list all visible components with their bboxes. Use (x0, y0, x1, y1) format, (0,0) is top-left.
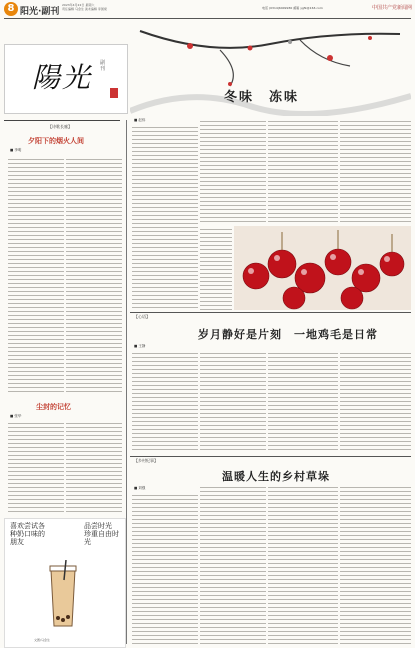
article-body-text (66, 420, 122, 514)
header-editors: 责任编辑 马金生 美术编辑 李国梁 (62, 7, 107, 11)
article-body-text (340, 350, 411, 450)
ad-right-text: 品尝时光 珍重自由时光 (84, 522, 119, 546)
section-rule (130, 456, 411, 457)
section-label: 【诗歌长廊】 (48, 124, 72, 129)
article-body-text (200, 484, 266, 644)
article-byline: ■ 李明 (10, 148, 22, 152)
article-body-text (66, 156, 122, 394)
red-seal-stamp (110, 88, 118, 98)
article-title: 岁月静好是片刻 一地鸡毛是日常 (198, 328, 378, 341)
section-label: 【乡村纪事】 (134, 458, 158, 463)
article-byline: ■ 王静 (134, 344, 146, 348)
article-body-text (132, 350, 198, 450)
page-name: 阳光·副刊 (20, 7, 60, 17)
article-body-text (132, 492, 198, 644)
banner-title: 冬味 冻味 (224, 90, 300, 105)
article-byline: ■ 刘强 (134, 486, 146, 490)
article-byline: ■ 张华 (10, 414, 22, 418)
article-title: 尘封的记忆 (36, 403, 71, 411)
header-date: 2023年4月22日 星期六 (62, 3, 95, 7)
section-label: 【心语】 (134, 314, 150, 319)
article-body-text (268, 350, 338, 450)
candied-fruit-image (234, 226, 411, 310)
article-body-text (8, 156, 64, 394)
article-body-text (268, 484, 338, 644)
ad-credit: 文图/马金生 (34, 638, 51, 642)
article-byline: ■ 赵伟 (134, 118, 146, 122)
section-rule (130, 312, 411, 313)
article-title: 夕阳下的烟火人间 (28, 137, 84, 145)
article-body-text (268, 118, 338, 222)
article-body-text (340, 484, 411, 644)
newspaper-logo: 中国共产党新闻网 (372, 5, 413, 11)
article-body-text (8, 420, 64, 514)
article-body-text (200, 226, 232, 310)
header-meta (62, 3, 107, 11)
article-title: 温暖人生的乡村草垛 (222, 470, 330, 483)
column-divider (126, 120, 127, 644)
header-contact: 电话 (0314)6909930 邮箱 ygfk@163.com (262, 6, 323, 10)
ad-left-text: 喜欢尝试各种奶口味的朋友 (10, 522, 45, 546)
page-number-badge: 8 (4, 2, 18, 16)
article-body-text (200, 350, 266, 450)
candied-hawthorn-photo (234, 226, 411, 310)
section-rule (4, 120, 120, 121)
article-body-text (340, 118, 411, 222)
article-body-text (200, 118, 266, 222)
article-body-text (132, 124, 198, 310)
header-rule (4, 18, 411, 19)
masthead-title: 陽光 (32, 61, 93, 94)
masthead-subtitle: 副刊 (100, 60, 106, 72)
milk-tea-cup-icon (48, 560, 78, 630)
